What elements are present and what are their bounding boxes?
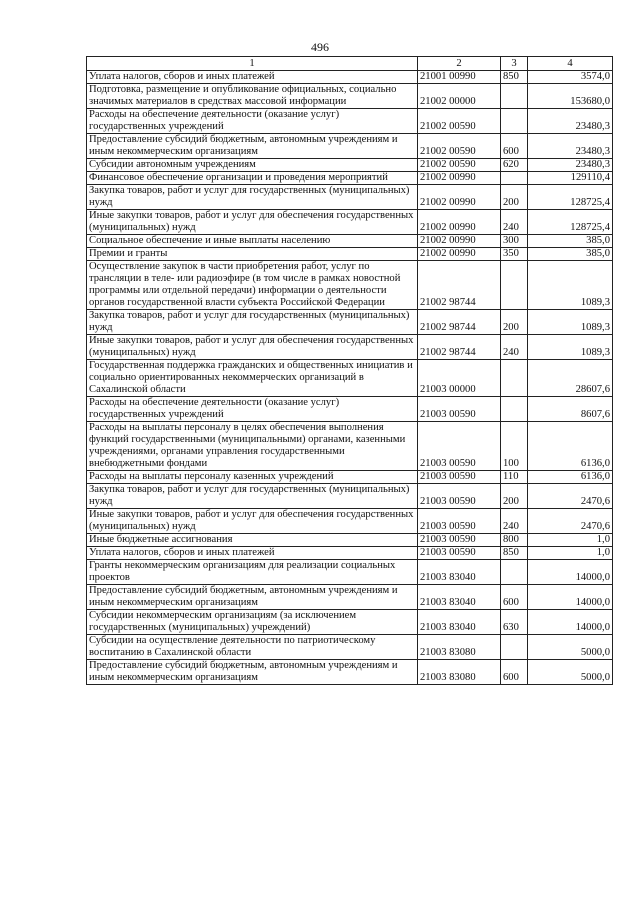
table-row (87, 235, 613, 248)
item-name: Закупка товаров, работ и услуг для государственных (муниципальных) нужд (87, 484, 418, 509)
table-row (87, 261, 613, 310)
item-name: Государственная поддержка гражданских и общественных инициатив и социально ориентированных некоммерческих организаций в Сахалинской области (87, 360, 418, 397)
item-code: 21003 00000 (418, 360, 501, 397)
item-name: Расходы на обеспечение деятельности (оказание услуг) государственных учреждений (87, 397, 418, 422)
item-expense-type (501, 109, 528, 134)
table-row (87, 660, 613, 685)
item-name: Уплата налогов, сборов и иных платежей (87, 547, 418, 560)
item-amount: 28607,6 (528, 360, 613, 397)
item-amount: 1089,3 (528, 261, 613, 310)
budget-table (86, 56, 613, 685)
column-header-2: 2 (418, 57, 501, 71)
item-expense-type: 850 (501, 547, 528, 560)
item-amount: 14000,0 (528, 610, 613, 635)
item-name: Уплата налогов, сборов и иных платежей (87, 71, 418, 84)
table-row (87, 172, 613, 185)
table-row (87, 335, 613, 360)
column-header-4: 4 (528, 57, 613, 71)
table-row (87, 534, 613, 547)
item-expense-type: 630 (501, 610, 528, 635)
table-row (87, 109, 613, 134)
table-row (87, 248, 613, 261)
item-name: Гранты некоммерческим организациям для реализации социальных проектов (87, 560, 418, 585)
item-amount: 385,0 (528, 235, 613, 248)
item-expense-type: 600 (501, 585, 528, 610)
table-row (87, 509, 613, 534)
item-name: Расходы на выплаты персоналу в целях обеспечения выполнения функций государственными (муниципальными) органами, казенными учреждениями, органами управления государственными внебюджетными фондами (87, 422, 418, 471)
item-expense-type: 300 (501, 235, 528, 248)
item-code: 21002 00990 (418, 210, 501, 235)
table-row (87, 210, 613, 235)
item-name: Предоставление субсидий бюджетным, автономным учреждениям и иным некоммерческим организациям (87, 585, 418, 610)
item-name: Социальное обеспечение и иные выплаты населению (87, 235, 418, 248)
item-name: Субсидии на осуществление деятельности по патриотическому воспитанию в Сахалинской области (87, 635, 418, 660)
item-amount: 5000,0 (528, 635, 613, 660)
item-code: 21003 00590 (418, 471, 501, 484)
item-code: 21002 00590 (418, 109, 501, 134)
item-name: Подготовка, размещение и опубликование официальных, социально значимых материалов в средствах массовой информации (87, 84, 418, 109)
item-expense-type (501, 635, 528, 660)
item-expense-type (501, 84, 528, 109)
table-row (87, 185, 613, 210)
item-amount: 14000,0 (528, 585, 613, 610)
item-expense-type (501, 397, 528, 422)
item-expense-type: 240 (501, 509, 528, 534)
item-code: 21002 00000 (418, 84, 501, 109)
item-code: 21002 00590 (418, 134, 501, 159)
table-header-row (87, 57, 613, 71)
table-row (87, 547, 613, 560)
item-name: Иные бюджетные ассигнования (87, 534, 418, 547)
item-code: 21003 83040 (418, 610, 501, 635)
table-row (87, 471, 613, 484)
item-code: 21002 98744 (418, 261, 501, 310)
item-name: Иные закупки товаров, работ и услуг для обеспечения государственных (муниципальных) нужд (87, 210, 418, 235)
item-amount: 23480,3 (528, 109, 613, 134)
table-row (87, 397, 613, 422)
item-name: Расходы на выплаты персоналу казенных учреждений (87, 471, 418, 484)
table-row (87, 310, 613, 335)
table-row (87, 84, 613, 109)
table-body (87, 71, 613, 685)
item-code: 21003 00590 (418, 397, 501, 422)
item-code: 21002 00990 (418, 235, 501, 248)
item-amount: 128725,4 (528, 210, 613, 235)
item-code: 21001 00990 (418, 71, 501, 84)
table-row (87, 71, 613, 84)
item-amount: 153680,0 (528, 84, 613, 109)
item-expense-type: 850 (501, 71, 528, 84)
item-amount: 129110,4 (528, 172, 613, 185)
item-expense-type: 200 (501, 185, 528, 210)
item-expense-type: 800 (501, 534, 528, 547)
table-row (87, 422, 613, 471)
item-name: Предоставление субсидий бюджетным, автономным учреждениям и иным некоммерческим организациям (87, 660, 418, 685)
item-code: 21003 83080 (418, 635, 501, 660)
item-name: Предоставление субсидий бюджетным, автономным учреждениям и иным некоммерческим организациям (87, 134, 418, 159)
item-code: 21003 83080 (418, 660, 501, 685)
item-name: Субсидии некоммерческим организациям (за исключением государственных (муниципальных) учреждений) (87, 610, 418, 635)
item-amount: 3574,0 (528, 71, 613, 84)
column-header-1: 1 (87, 57, 418, 71)
item-expense-type: 600 (501, 660, 528, 685)
item-code: 21002 98744 (418, 335, 501, 360)
item-code: 21003 83040 (418, 560, 501, 585)
item-expense-type: 240 (501, 210, 528, 235)
item-expense-type (501, 560, 528, 585)
item-code: 21002 00990 (418, 185, 501, 210)
page-number: 496 (311, 40, 329, 54)
item-code: 21002 00590 (418, 159, 501, 172)
item-amount: 6136,0 (528, 422, 613, 471)
table-row (87, 635, 613, 660)
item-code: 21002 98744 (418, 310, 501, 335)
item-expense-type (501, 172, 528, 185)
item-code: 21003 83040 (418, 585, 501, 610)
table-row (87, 560, 613, 585)
item-amount: 2470,6 (528, 484, 613, 509)
item-amount: 8607,6 (528, 397, 613, 422)
item-amount: 128725,4 (528, 185, 613, 210)
item-code: 21002 00990 (418, 248, 501, 261)
item-expense-type: 200 (501, 310, 528, 335)
item-code: 21003 00590 (418, 547, 501, 560)
table-row (87, 360, 613, 397)
item-amount: 5000,0 (528, 660, 613, 685)
column-header-3: 3 (501, 57, 528, 71)
item-expense-type: 620 (501, 159, 528, 172)
item-expense-type: 200 (501, 484, 528, 509)
table-row (87, 610, 613, 635)
table-row (87, 159, 613, 172)
item-expense-type: 100 (501, 422, 528, 471)
item-name: Расходы на обеспечение деятельности (оказание услуг) государственных учреждений (87, 109, 418, 134)
item-expense-type: 600 (501, 134, 528, 159)
item-name: Премии и гранты (87, 248, 418, 261)
table-row (87, 484, 613, 509)
item-code: 21002 00990 (418, 172, 501, 185)
item-code: 21003 00590 (418, 509, 501, 534)
item-name: Закупка товаров, работ и услуг для государственных (муниципальных) нужд (87, 310, 418, 335)
item-code: 21003 00590 (418, 484, 501, 509)
item-amount: 6136,0 (528, 471, 613, 484)
item-expense-type (501, 360, 528, 397)
item-expense-type: 350 (501, 248, 528, 261)
item-amount: 14000,0 (528, 560, 613, 585)
item-amount: 1,0 (528, 534, 613, 547)
item-amount: 23480,3 (528, 159, 613, 172)
item-amount: 1089,3 (528, 335, 613, 360)
item-expense-type: 110 (501, 471, 528, 484)
item-expense-type: 240 (501, 335, 528, 360)
item-code: 21003 00590 (418, 422, 501, 471)
table-row (87, 585, 613, 610)
item-expense-type (501, 261, 528, 310)
item-name: Иные закупки товаров, работ и услуг для обеспечения государственных (муниципальных) нужд (87, 509, 418, 534)
item-name: Финансовое обеспечение организации и проведения мероприятий (87, 172, 418, 185)
item-name: Осуществление закупок в части приобретения работ, услуг по трансляции в теле- или радиоэфире (в том числе в рамках новостной программы или отдельной передачи) информации о деятельности органов государственной власти субъекта Российской Федерации (87, 261, 418, 310)
item-code: 21003 00590 (418, 534, 501, 547)
item-amount: 1,0 (528, 547, 613, 560)
item-name: Субсидии автономным учреждениям (87, 159, 418, 172)
item-name: Иные закупки товаров, работ и услуг для обеспечения государственных (муниципальных) нужд (87, 335, 418, 360)
item-amount: 1089,3 (528, 310, 613, 335)
item-amount: 23480,3 (528, 134, 613, 159)
item-name: Закупка товаров, работ и услуг для государственных (муниципальных) нужд (87, 185, 418, 210)
item-amount: 385,0 (528, 248, 613, 261)
item-amount: 2470,6 (528, 509, 613, 534)
table-row (87, 134, 613, 159)
